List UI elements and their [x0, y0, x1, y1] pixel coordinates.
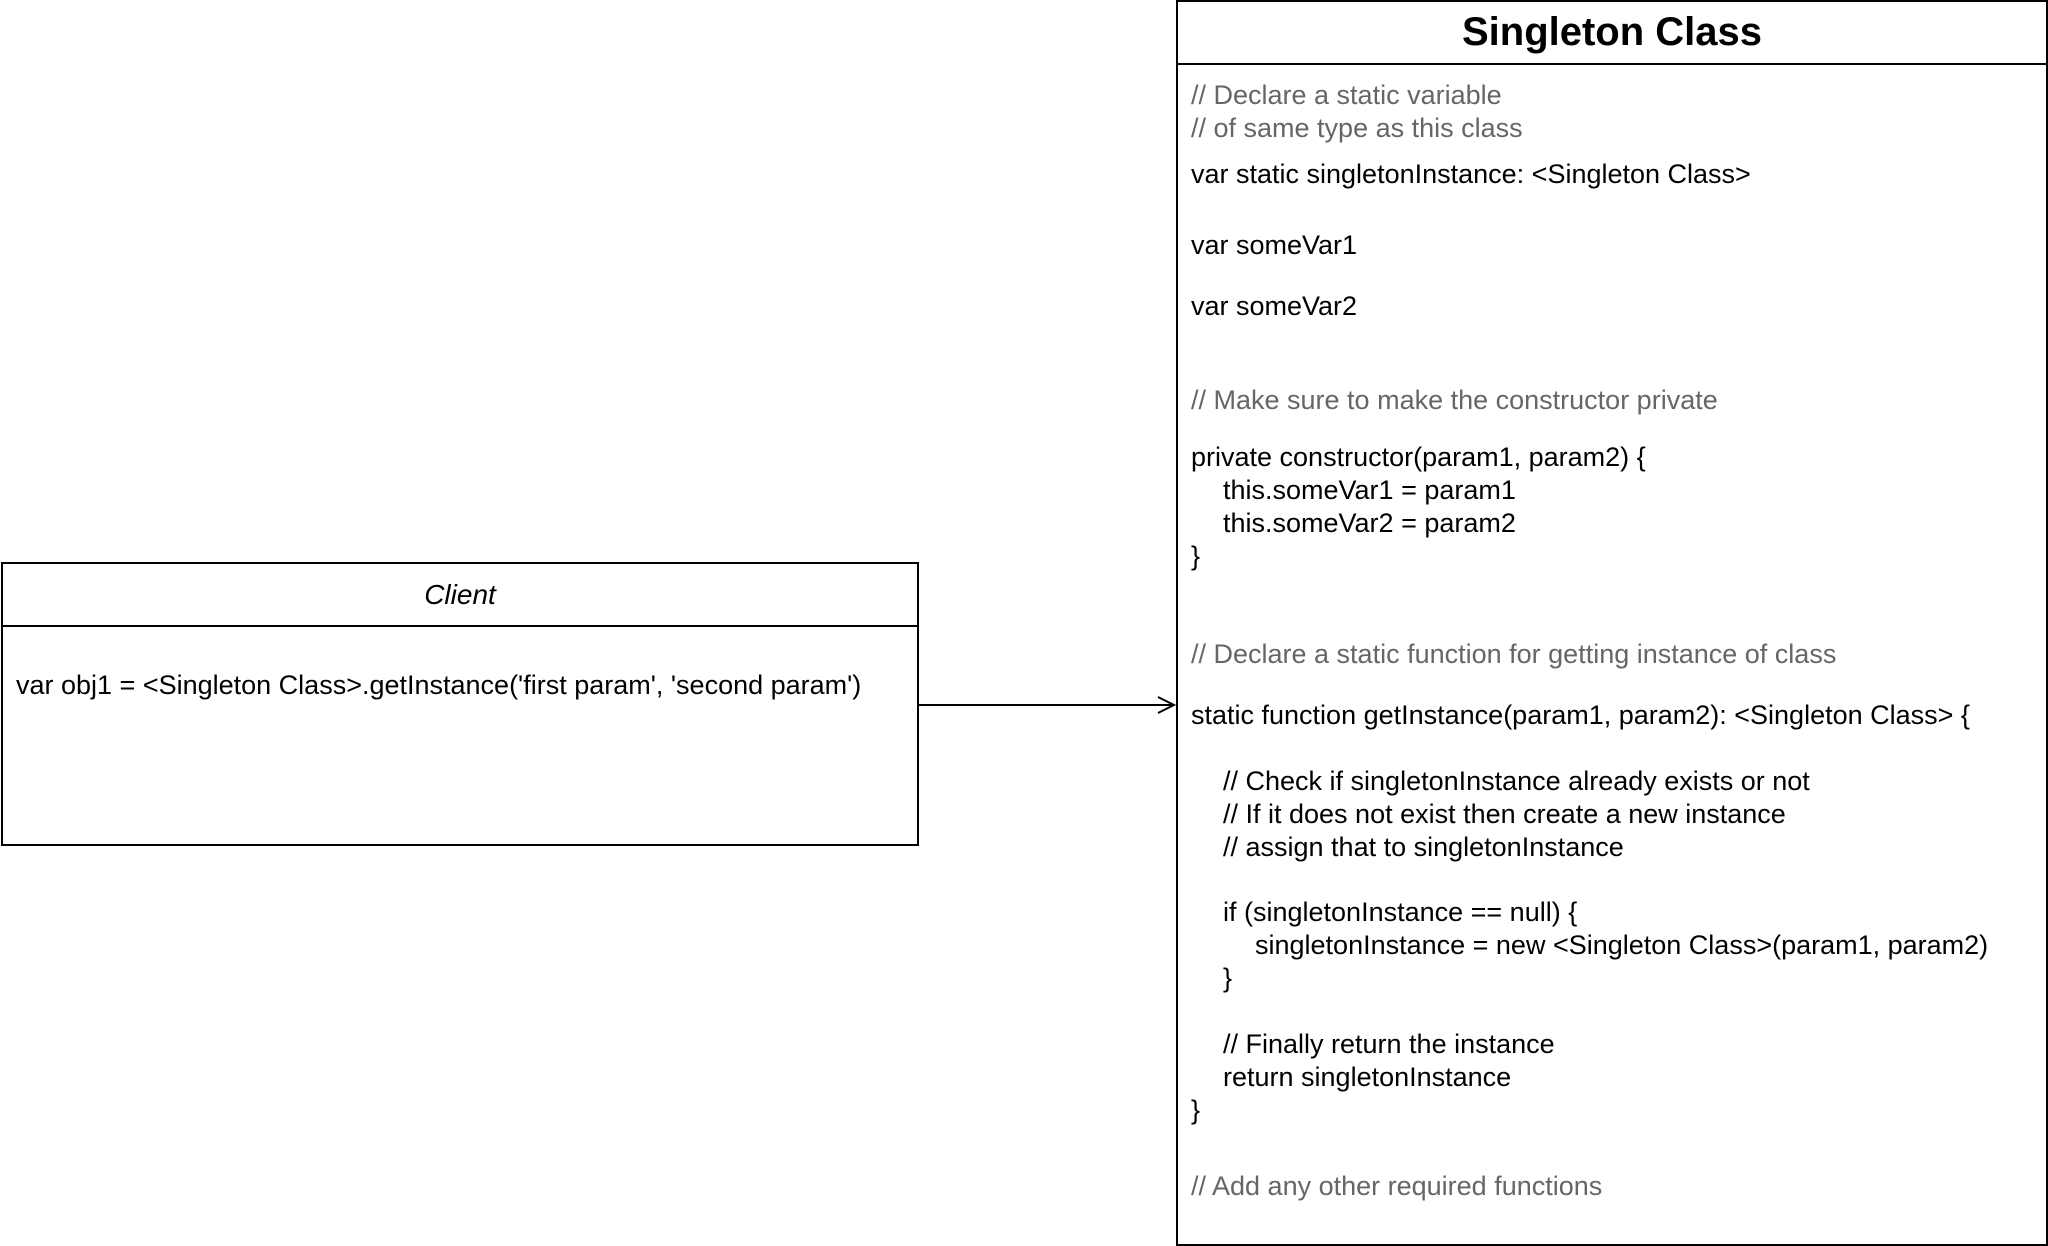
client-class-box[interactable] [1, 562, 919, 846]
constructor-assign-var2: this.someVar2 = param2 [1223, 508, 1516, 538]
singleton-class-title: Singleton Class [1461, 10, 1763, 54]
singleton-class-box[interactable] [1176, 0, 2048, 1246]
constructor-signature: private constructor(param1, param2) { [1191, 442, 1646, 472]
method-comment-return: // Finally return the instance [1223, 1029, 1555, 1059]
field-some-var2: var someVar2 [1191, 291, 1358, 321]
method-close-brace: } [1191, 1095, 1201, 1125]
method-if-null: if (singletonInstance == null) { [1223, 897, 1578, 927]
comment-other-functions: // Add any other required functions [1191, 1171, 1603, 1201]
singleton-class-header [1178, 2, 2046, 65]
method-if-close-brace: } [1223, 963, 1233, 993]
method-get-instance-signature: static function getInstance(param1, param2): <Singleton Class> { [1191, 700, 1970, 730]
method-create-instance: singletonInstance = new <Singleton Class>(param1, param2) [1255, 930, 1989, 960]
client-class-header [3, 564, 917, 627]
method-comment-assign: // assign that to singletonInstance [1223, 832, 1624, 862]
comment-same-type: // of same type as this class [1191, 113, 1523, 143]
method-return: return singletonInstance [1223, 1062, 1512, 1092]
comment-static-function: // Declare a static function for getting instance of class [1191, 639, 1837, 669]
constructor-close-brace: } [1191, 541, 1201, 571]
client-code-line: var obj1 = <Singleton Class>.getInstance('first param', 'second param') [16, 670, 862, 700]
method-comment-check: // Check if singletonInstance already exists or not [1223, 766, 1810, 796]
comment-private-constructor: // Make sure to make the constructor private [1191, 385, 1718, 415]
client-class-title: Client [424, 578, 496, 610]
method-comment-create: // If it does not exist then create a new instance [1223, 799, 1786, 829]
comment-static-variable: // Declare a static variable [1191, 80, 1502, 110]
field-singleton-instance: var static singletonInstance: <Singleton Class> [1191, 159, 1751, 189]
field-some-var1: var someVar1 [1191, 230, 1358, 260]
arrow-head [1158, 697, 1174, 713]
constructor-assign-var1: this.someVar1 = param1 [1223, 475, 1516, 505]
